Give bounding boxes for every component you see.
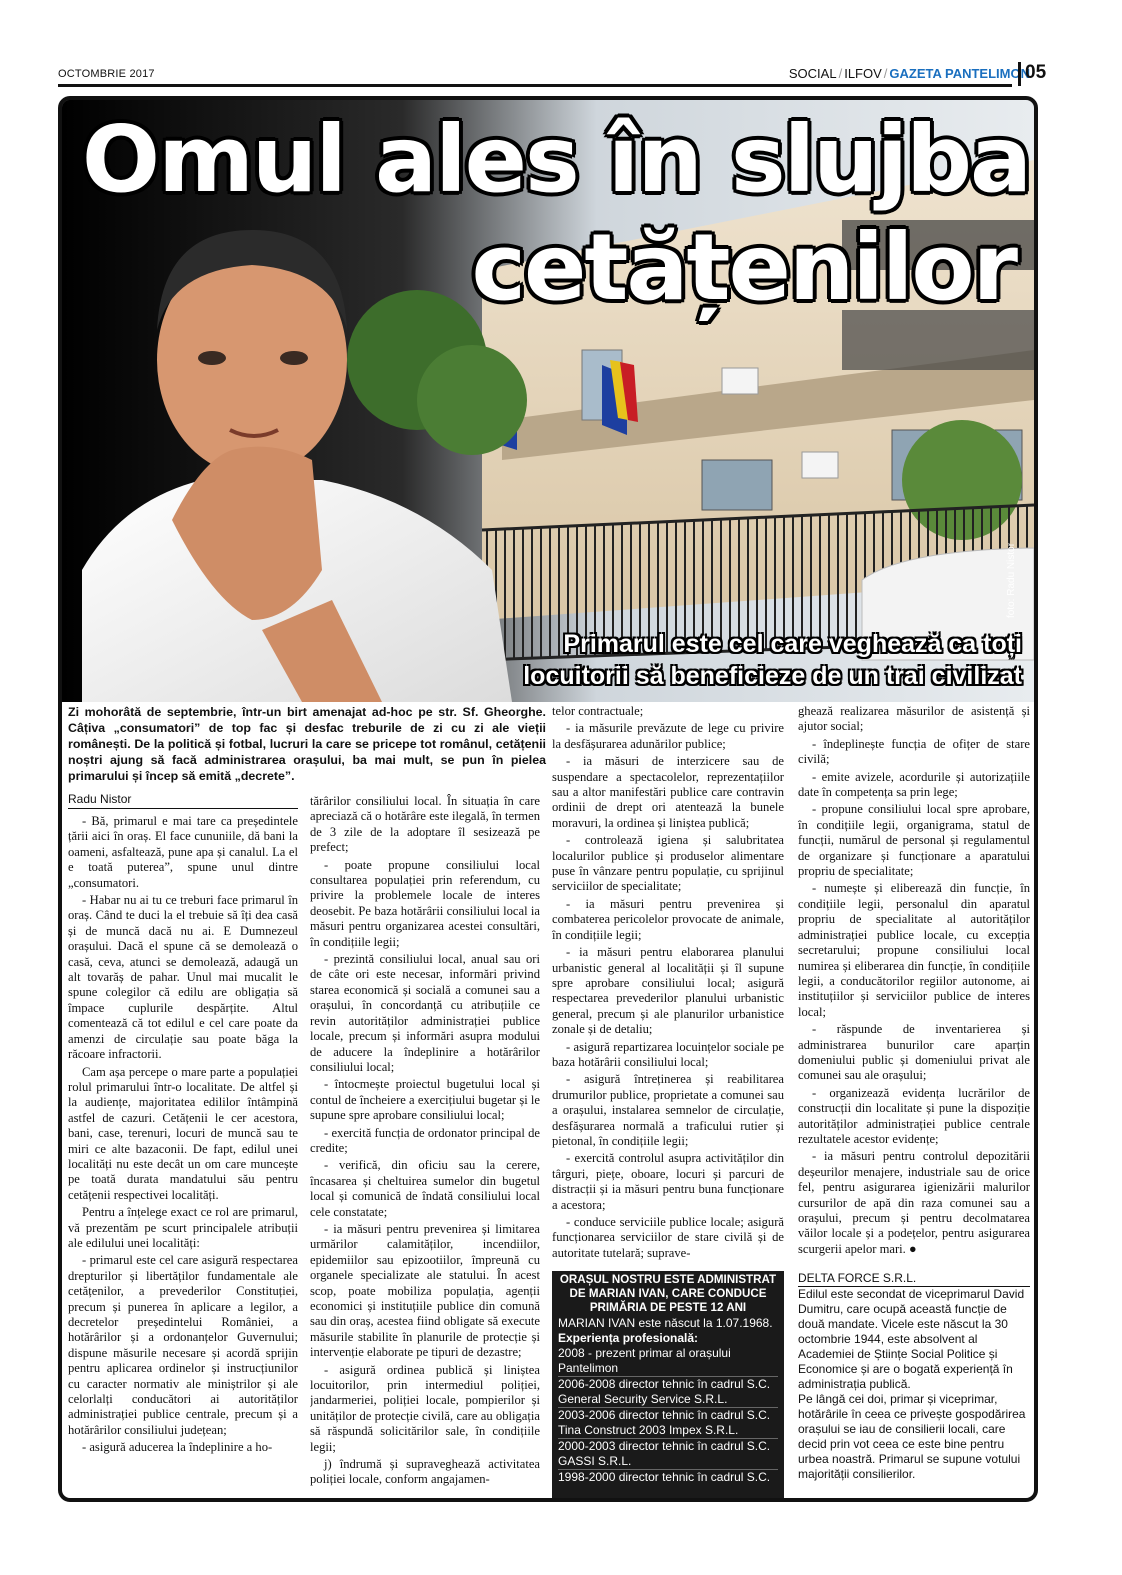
- paragraph: - Habar nu ai tu ce treburi face primarul în oraș. Când te duci la el trebuie să îți dea casă și de muncă dacă nu ai. E Dumnezeul orașului. Dacă el spune că se demolează o casă, ceva, atunci se demolează, adaugă un alt tovarăș de pahar. Unul mai mucalit le spune colegilor că edilu are obligația să împace cuplurile despărțite. Altul comentează că tot edilul e cel care poate da amenzi de circulație sau poate băga la răcoare infractorii.: [68, 893, 298, 1062]
- headline-line-1: Omul ales în slujba: [81, 106, 1031, 213]
- paragraph: - întocmește proiectul bugetului local și contul de încheiere a exercițiului bugetar și le supune spre aprobare consiliului local;: [310, 1077, 540, 1123]
- experience-item: 2003-2006 director tehnic în cadrul S.C. Tina Construct 2003 Impex S.R.L.: [558, 1408, 778, 1439]
- headline-line-2: cetățenilor: [471, 214, 1016, 321]
- caption-line-2: locuitorii să beneficieze de un trai civilizat: [523, 662, 1022, 690]
- paragraph: Cam așa percepe o mare parte a populației rolul primarului într-o localitate. De altfel și la audiențe, majoritatea edililor întâmpină astfel de cazuri. Cetățenii le cer acestora, bani, case, terenuri, locuri de muncă sau te miri ce alte bazaconii. De fapt, edilul unei localități nu este decât un om care muncește pe toată durata mandatului său pentru cetățenii respectivei localități.: [68, 1064, 298, 1202]
- hero-photo: [62, 100, 1034, 702]
- paragraph: tărârilor consiliului local. În situația în care apreciază că o hotărâre este ilegală, în termen de 3 zile de la adoptare îl sesizează pe prefect;: [310, 794, 540, 855]
- paragraph: - ia măsuri pentru prevenirea și combaterea pericolelor provocate de animale, în condițiile legii;: [552, 896, 784, 942]
- experience-item: 1998-2000 director tehnic în cadrul S.C.: [558, 1470, 771, 1484]
- paragraph: - organizează evidența lucrărilor de construcții din localitate și pune la dispoziție autorităților administrației publice centrale rezultatele acestor evidențe;: [798, 1085, 1030, 1146]
- paragraph: telor contractuale;: [552, 704, 644, 718]
- continuation-first-line: DELTA FORCE S.R.L.: [798, 1271, 1030, 1287]
- paragraph: - răspunde de inventarierea și administrarea bunurilor care aparțin domeniului public și domeniului privat ale comunei sau ale orașului;: [798, 1022, 1030, 1083]
- continuation-paragraph: Edilul este secondat de viceprimarul David Dumitru, care ocupă această funcție de două mandate. Vicele este născut la 30 octombrie 1944, este absolvent al Academiei de Științe Social Politice și Economice și are o bogată experiență în administrația publică.: [798, 1287, 1025, 1391]
- article-frame: [58, 96, 1038, 1502]
- photo-credit: [1006, 498, 1022, 628]
- photo-caption: [523, 628, 1022, 692]
- paragraph: Pentru a înțelege exact ce rol are primarul, vă prezentăm pe scurt principalele atribuții ale edilului unei localități:: [68, 1205, 298, 1250]
- paragraph: - ia măsuri de interzicere sau de suspendare a spectacolelor, reprezentațiilor sau a altor manifestări publice care contravin ordinii de drept ori atentează la bunele moravuri, la ordinea și liniștea publică;: [552, 754, 784, 830]
- section-ilfov[interactable]: ILFOV: [844, 66, 882, 81]
- paragraph: - primarul este cel care asigură respectarea drepturilor și libertăților fundamentale ale cetățenilor, a prevederilor Constituției, precum și punerea în aplicare a legilor, a decretelor președintelui României, a hotărârilor și a ordonanțelor Guvernului; dispune măsurile necesare și acordă sprijin pentru aplicarea ordinelor și instrucțiunilor cu caracter normativ ale miniștrilor și ale celorlalți conducători ai autorităților administrației publice centrale, precum și a hotărârilor consiliului județean;: [68, 1253, 298, 1437]
- experience-item: 2008 - prezent primar al orașului Pantelimon: [558, 1346, 778, 1377]
- paragraph: - controlează igiena și salubritatea localurilor publice și produselor alimentare puse în vânzare pentru populație, cu sprijinul serviciilor de specialitate;: [552, 833, 784, 894]
- paragraph: - ia măsuri pentru prevenirea și limitarea urmărilor calamităților, incendiilor, epidemiilor sau epizootiilor, împreună cu organele specializate ale statului. În acest scop, poate mobiliza populația, agenții economici și instituțiile publice din comună sau din oraș, acestea fiind obligate să execute măsurile stabilite în planurile de protecție și intervenție elaborate pe tipuri de dezastre;: [310, 1221, 540, 1360]
- paragraph: - Bă, primarul e mai tare ca președintele țării aici în oraș. El face cununiile, dă bani la oameni, asfaltează, pune apa și canalul. La el e toată puterea”, spune unul dintre „consumatori.: [68, 814, 298, 890]
- paragraph: - numește și eliberează din funcție, în condițiile legii, personalul din aparatul propriu de specialitate al autorităților administrației publice locale, cu excepția secretarului; propune consiliului local numirea și eliberarea din funcție, în condițiile legii, a conducătorilor regiilor autonome, ai instituțiilor și serviciilor publice de interes local;: [798, 881, 1030, 1019]
- section-breadcrumb: [789, 66, 1030, 81]
- article-lead: Zi mohorâtă de septembrie, într-un birt amenajat ad-hoc pe str. Sf. Gheorghe. Câțiva „consumatori” de top fac și desfac treburile de zi cu zi ale vieții românești. De la politică și fotbal, lucruri la care se pricepe tot românul, cetățenii noștri ajung să facă administrarea orașului, ba mai mult, se pun în pielea primarului și încep să emită „decrete”.: [68, 705, 546, 783]
- text-column-1: [68, 814, 298, 1500]
- headline: [62, 106, 1034, 322]
- text-column-4: [798, 704, 1030, 1268]
- paragraph: - verifică, din oficiu sau la cerere, încasarea și cheltuirea sumelor din bugetul local și comunică de îndată consiliului local cele constatate;: [310, 1158, 540, 1219]
- breadcrumb-separator: /: [838, 66, 843, 81]
- info-box-continuation: [798, 1271, 1030, 1482]
- paragraph: - ia măsurile prevăzute de lege cu privire la desfășurarea adunărilor publice;: [552, 721, 784, 751]
- paragraph: - ia măsuri pentru controlul depozitării deșeurilor menajere, industriale sau de orice fel, pentru asigurarea igienizării malurilor cursurilor de apă din raza comunei sau a orașului, precum și pentru decolmatarea văilor locale și a podețelor, pentru asigurarea scurgerii apelor mari. ●: [798, 1149, 1030, 1256]
- paragraph: - prezintă consiliului local, anual sau ori de câte ori este necesar, informări privind starea economică și socială a comunei sau a orașului, în concordanță cu atribuțiile ce revin autorităților administrației publice locale, precum și informări asupra modului de aducere la îndeplinire a hotărârilor consiliului local;: [310, 952, 540, 1074]
- experience-label: Experiența profesională:: [558, 1331, 699, 1345]
- paragraph: - exercită funcția de ordonator principal de credite;: [310, 1125, 540, 1155]
- paragraph: - asigură aducerea la îndeplinire a ho-: [82, 1440, 273, 1455]
- caption-line-1: Primarul este cel care veghează ca toți: [563, 630, 1022, 658]
- page-number: 05: [1018, 62, 1046, 86]
- paragraph: - propune consiliului local spre aprobare, în condițiile legii, organigrama, statul de funcții, numărul de personal și regulamentul de organizare și funcționare a aparatului propriu de specialitate;: [798, 802, 1030, 879]
- paragraph: - poate propune consiliului local consultarea populației prin referendum, cu privire la problemele locale de interes deosebit. Pe baza hotărârii consiliului local ia măsuri pentru organizarea acestei consultări, în condițiile legii;: [310, 857, 540, 949]
- paragraph: ghează realizarea măsurilor de asistență și ajutor social;: [798, 704, 1030, 734]
- section-social[interactable]: SOCIAL: [788, 66, 837, 81]
- paragraph: - ia măsuri pentru elaborarea planului urbanistic general al localității și îl supune spre aprobare consiliului local; asigură respectarea prevederilor planului urbanistic general, precum și ale planurilor urbanistice zonale și de detaliu;: [552, 945, 784, 1037]
- paragraph: - asigură ordinea publică și liniștea locuitorilor, prin intermediul poliției, jandarmeriei, poliției locale, pompierilor și unităților de protecție civilă, care au obligația să răspundă solicitărilor sale, în condițiile legii;: [310, 1362, 540, 1454]
- experience-item: 2006-2008 director tehnic în cadrul S.C. General Security Service S.R.L.: [558, 1377, 778, 1408]
- paragraph: j) îndrumă și supraveghează activitatea poliției locale, conform angajamen-: [310, 1457, 540, 1487]
- text-column-3: [552, 704, 784, 1268]
- header-rule: [58, 84, 1012, 87]
- article-byline: Radu Nistor: [68, 792, 298, 809]
- issue-date: OCTOMBRIE 2017: [58, 68, 155, 80]
- paragraph: - conduce serviciile publice locale; asigură funcționarea serviciilor de stare civilă și de autoritate tutelară; suprave-: [552, 1215, 784, 1260]
- paragraph: - asigură întreținerea și reabilitarea drumurilor publice, proprietate a comunei sau a orașului, instalarea semnelor de circulație, desfășurarea normală a traficului rutier și pietonal, în condițiile legii;: [552, 1072, 784, 1148]
- experience-item: 2000-2003 director tehnic în cadrul S.C. GASSI S.R.L.: [558, 1439, 778, 1470]
- mayor-birth: MARIAN IVAN este născut la 1.07.1968.: [558, 1316, 773, 1330]
- info-box-title: ORAȘUL NOSTRU ESTE ADMINISTRAT DE MARIAN IVAN, CARE CONDUCE PRIMĂRIA DE PESTE 12 ANI: [559, 1273, 777, 1314]
- paragraph: - asigură repartizarea locuințelor sociale pe baza hotărârii consiliului local;: [552, 1039, 784, 1069]
- paragraph: - exercită controlul asupra activităților din târguri, piețe, oboare, locuri și parcuri de distracții și ia măsuri pentru buna funcționare a acestora;: [552, 1151, 784, 1212]
- breadcrumb-separator: /: [883, 66, 888, 81]
- mayor-info-box: [552, 1271, 784, 1499]
- publication-name[interactable]: GAZETA PANTELIMON: [889, 66, 1030, 81]
- text-column-2: [310, 794, 540, 1500]
- photo-credit-text: foto: Radu Nistor: [1006, 542, 1017, 618]
- continuation-paragraph: Pe lângă cei doi, primar și viceprimar, hotărârile în ceea ce privește gospodărirea orașului se iau de consilierii locali, care decid prin vot ceea ce este bine pentru urbea noastră. Primarul se supune votului majorității consilierilor.: [798, 1392, 1026, 1481]
- paragraph: - îndeplinește funcția de ofițer de stare civilă;: [798, 736, 1030, 767]
- paragraph: - emite avizele, acordurile și autorizațiile date în competența sa prin lege;: [798, 769, 1030, 800]
